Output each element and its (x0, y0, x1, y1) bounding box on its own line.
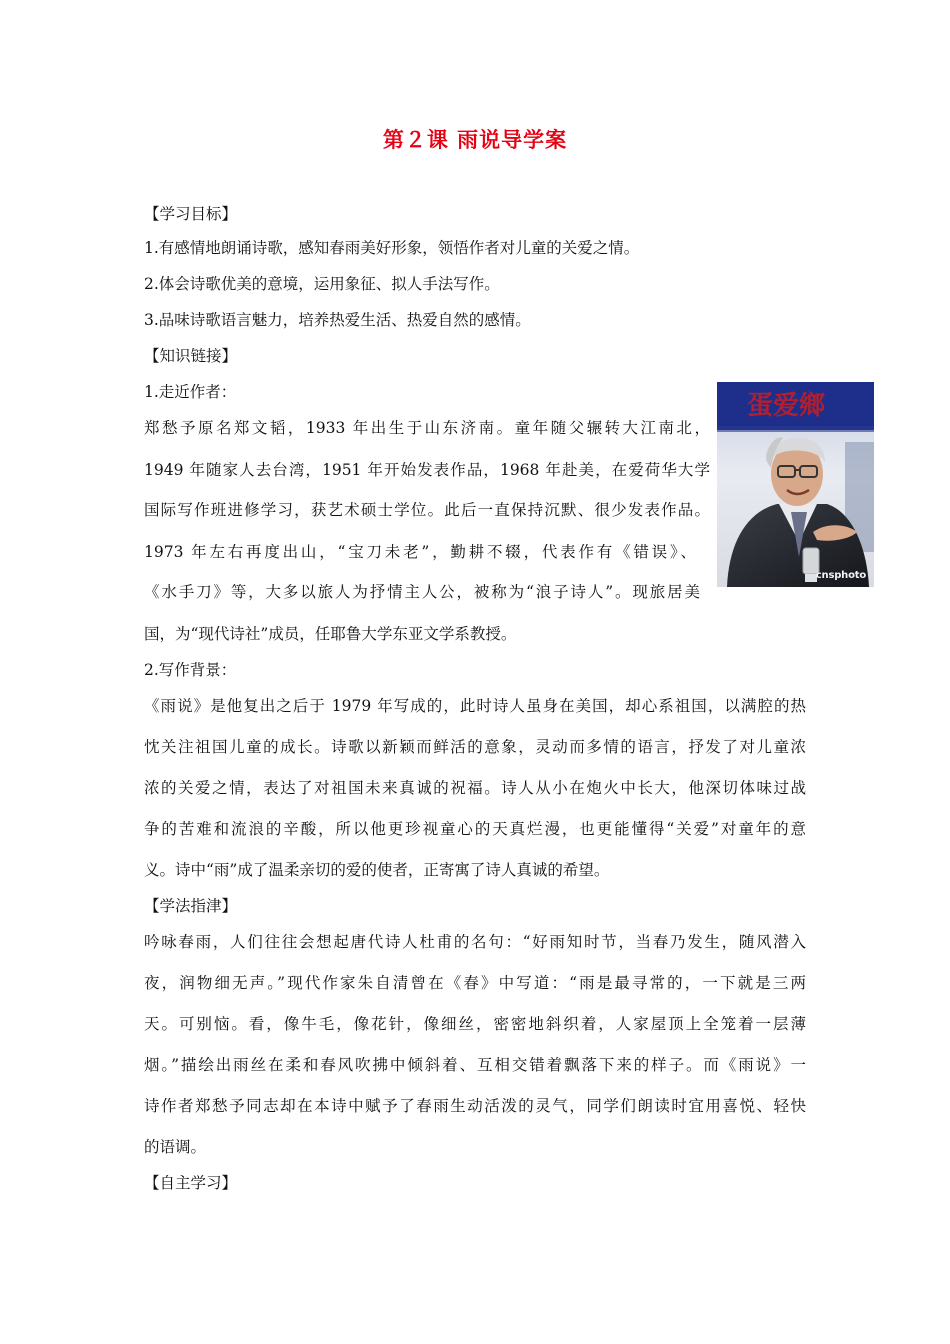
author-text-line: 国际写作班进修学习，获艺术硕士学位。此后一直保持沉默、很少发表作品。 (144, 501, 710, 519)
background-text-line: 忱关注祖国儿童的成长。诗歌以新颖而鲜活的意象，灵动而多情的语言，抒发了对儿童浓 (144, 738, 806, 756)
author-text-line: 《水手刀》等，大多以旅人为抒情主人公，被称为“浪子诗人”。现旅居美 (144, 583, 700, 601)
author-text-line: 国，为“现代诗社”成员，任耶鲁大学东亚文学系教授。 (144, 625, 517, 643)
method-text-line: 吟咏春雨，人们往往会想起唐代诗人杜甫的名句：“好雨知时节，当春乃发生，随风潜入 (144, 933, 806, 951)
background-text-line: 浓的关爱之情，表达了对祖国未来真诚的祝福。诗人从小在炮火中长大，他深切体味过战 (144, 779, 806, 797)
method-text-line: 天。可别恼。看，像牛毛，像花针，像细丝，密密地斜织着，人家屋顶上全笼着一层薄 (144, 1015, 806, 1033)
author-text-line: 郑愁予原名郑文韬，1933 年出生于山东济南。童年随父辗转大江南北， (144, 419, 710, 437)
section-heading-knowledge: 【知识链接】 (144, 347, 238, 365)
photo-watermark: cnsphoto (815, 570, 866, 581)
background-text-line: 义。诗中“雨”成了温柔亲切的爱的使者，正寄寓了诗人真诚的希望。 (144, 861, 610, 879)
section-heading-objectives: 【学习目标】 (144, 205, 238, 223)
author-photo (717, 382, 874, 587)
author-text-line: 1973 年左右再度出山，“宝刀未老”，勤耕不辍，代表作有《错误》、 (144, 543, 696, 561)
method-text-line: 烟。”描绘出雨丝在柔和春风吹拂中倾斜着、互相交错着飘落下来的样子。而《雨说》一 (144, 1056, 806, 1074)
method-text-line: 夜，润物细无声。”现代作家朱自清曾在《春》中写道：“雨是最寻常的，一下就是三两 (144, 974, 806, 992)
objective-1: 1.有感情地朗诵诗歌，感知春雨美好形象，领悟作者对儿童的关爱之情。 (144, 239, 640, 257)
author-text-line: 1949 年随家人去台湾，1951 年开始发表作品，1968 年赴美，在爱荷华大学 (144, 461, 710, 479)
subheading-author: 1.走近作者： (144, 383, 237, 401)
section-heading-method: 【学法指津】 (144, 897, 238, 915)
banner-lettering: 蛋爱鄉 (747, 391, 826, 421)
method-text-line: 的语调。 (144, 1138, 207, 1156)
objective-2: 2.体会诗歌优美的意境，运用象征、拟人手法写作。 (144, 275, 500, 293)
author-portrait-image (717, 382, 874, 587)
section-heading-self-study: 【自主学习】 (144, 1174, 238, 1192)
background-text-line: 争的苦难和流浪的辛酸，所以他更珍视童心的天真烂漫，也更能懂得“关爱”对童年的意 (144, 820, 806, 838)
page-title: 第２课 雨说导学案 (382, 128, 568, 152)
background-text-line: 《雨说》是他复出之后于 1979 年写成的，此时诗人虽身在美国，却心系祖国，以满腔的热 (144, 697, 806, 715)
objective-3: 3.品味诗歌语言魅力，培养热爱生活、热爱自然的感情。 (144, 311, 531, 329)
subheading-background: 2.写作背景： (144, 661, 237, 679)
method-text-line: 诗作者郑愁予同志却在本诗中赋予了春雨生动活泼的灵气，同学们朗读时宜用喜悦、轻快 (144, 1097, 806, 1115)
